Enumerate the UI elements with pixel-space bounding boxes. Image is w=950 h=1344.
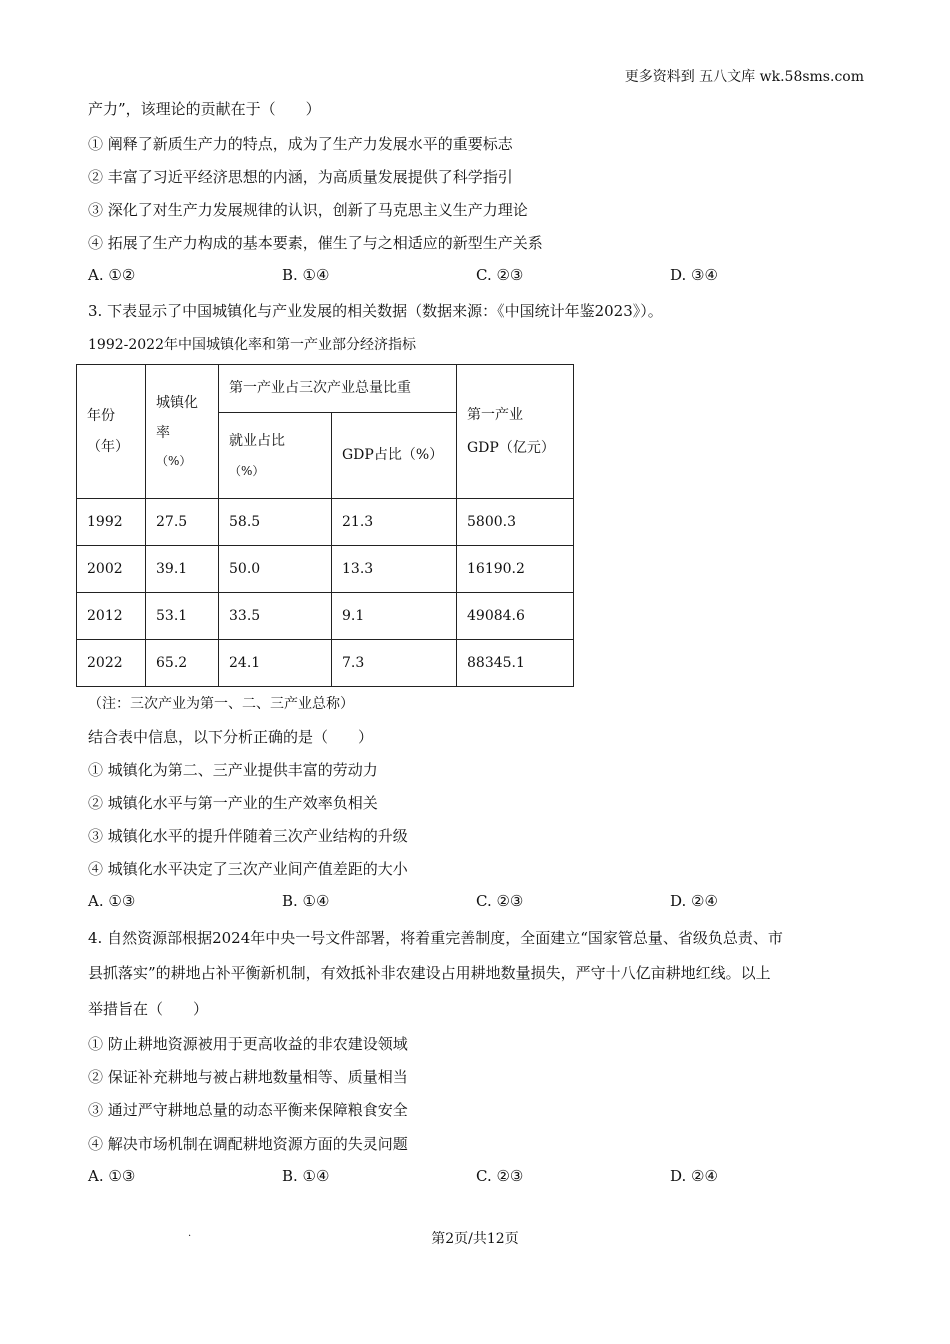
q3-question: 结合表中信息，以下分析正确的是（ ） [88,728,374,746]
q2-stem-tail: 产力”，该理论的贡献在于（ ） [88,100,321,118]
table-row: 2012 53.1 33.5 9.1 49084.6 [77,593,574,640]
q2-option-d: D. ③④ [670,266,718,284]
q2-item-3: ③ 深化了对生产力发展规律的认识，创新了马克思主义生产力理论 [88,201,528,219]
q3-options [88,892,868,910]
q3-item-2: ② 城镇化水平与第一产业的生产效率负相关 [88,794,378,812]
header-primary-gdp: 第一产业 GDP（亿元） [457,365,574,499]
q4-option-b: B. ①④ [282,1167,330,1185]
q2-option-b: B. ①④ [282,266,330,284]
q3-option-b: B. ①④ [282,892,330,910]
header-year: 年份 （年） [77,365,146,499]
q4-item-3: ③ 通过严守耕地总量的动态平衡来保障粮食安全 [88,1101,408,1119]
q3-stem: 3. 下表显示了中国城镇化与产业发展的相关数据（数据来源：《中国统计年鉴2023》）。 [88,302,663,320]
q3-table-title: 1992-2022年中国城镇化率和第一产业部分经济指标 [88,337,416,353]
q4-item-1: ① 防止耕地资源被用于更高收益的非农建设领域 [88,1035,408,1053]
table-row: 2022 65.2 24.1 7.3 88345.1 [77,640,574,687]
q4-item-4: ④ 解决市场机制在调配耕地资源方面的失灵问题 [88,1135,408,1153]
q2-item-4: ④ 拓展了生产力构成的基本要素，催生了与之相适应的新型生产关系 [88,234,543,252]
q2-item-1: ① 阐释了新质生产力的特点，成为了生产力发展水平的重要标志 [88,135,513,153]
page-number: 第2页/共12页 [431,1231,519,1247]
data-table [76,364,574,687]
q4-item-2: ② 保证补充耕地与被占耕地数量相等、质量相当 [88,1068,408,1086]
header-employment-share: 就业占比 （%） [219,413,332,499]
q4-stem-line-1: 4. 自然资源部根据2024年中央一号文件部署，将着重完善制度，全面建立“国家管总量、省级负总责、市 [88,929,783,947]
table-row: 1992 27.5 58.5 21.3 5800.3 [77,499,574,546]
q3-option-a: A. ①③ [88,892,136,910]
q4-options [88,1167,868,1185]
q3-option-c: C. ②③ [476,892,524,910]
q3-option-d: D. ②④ [670,892,718,910]
header-urbanization: 城镇化 率 （%） [146,365,219,499]
header-group: 第一产业占三次产业总量比重 [219,365,457,413]
q4-option-a: A. ①③ [88,1167,136,1185]
q4-stem-line-2: 县抓落实”的耕地占补平衡新机制，有效抵补非农建设占用耕地数量损失，严守十八亿亩耕地红线。以上 [88,964,771,982]
q2-option-a: A. ①② [88,266,136,284]
header-gdp-share: GDP占比（%） [332,413,457,499]
q4-option-c: C. ②③ [476,1167,524,1185]
q2-item-2: ② 丰富了习近平经济思想的内涵，为高质量发展提供了科学指引 [88,168,513,186]
q2-options [88,266,868,284]
q3-item-3: ③ 城镇化水平的提升伴随着三次产业结构的升级 [88,827,408,845]
q3-item-1: ① 城镇化为第二、三产业提供丰富的劳动力 [88,761,378,779]
q3-item-4: ④ 城镇化水平决定了三次产业间产值差距的大小 [88,860,408,878]
q2-option-c: C. ②③ [476,266,524,284]
header-note: 更多资料到 五八文库 wk.58sms.com [624,69,864,85]
table-row: 2002 39.1 50.0 13.3 16190.2 [77,546,574,593]
footer-dot: . [188,1228,192,1239]
q4-option-d: D. ②④ [670,1167,718,1185]
q3-note: （注：三次产业为第一、二、三产业总称） [88,696,354,712]
q4-stem-line-3: 举措旨在（ ） [88,1000,209,1018]
